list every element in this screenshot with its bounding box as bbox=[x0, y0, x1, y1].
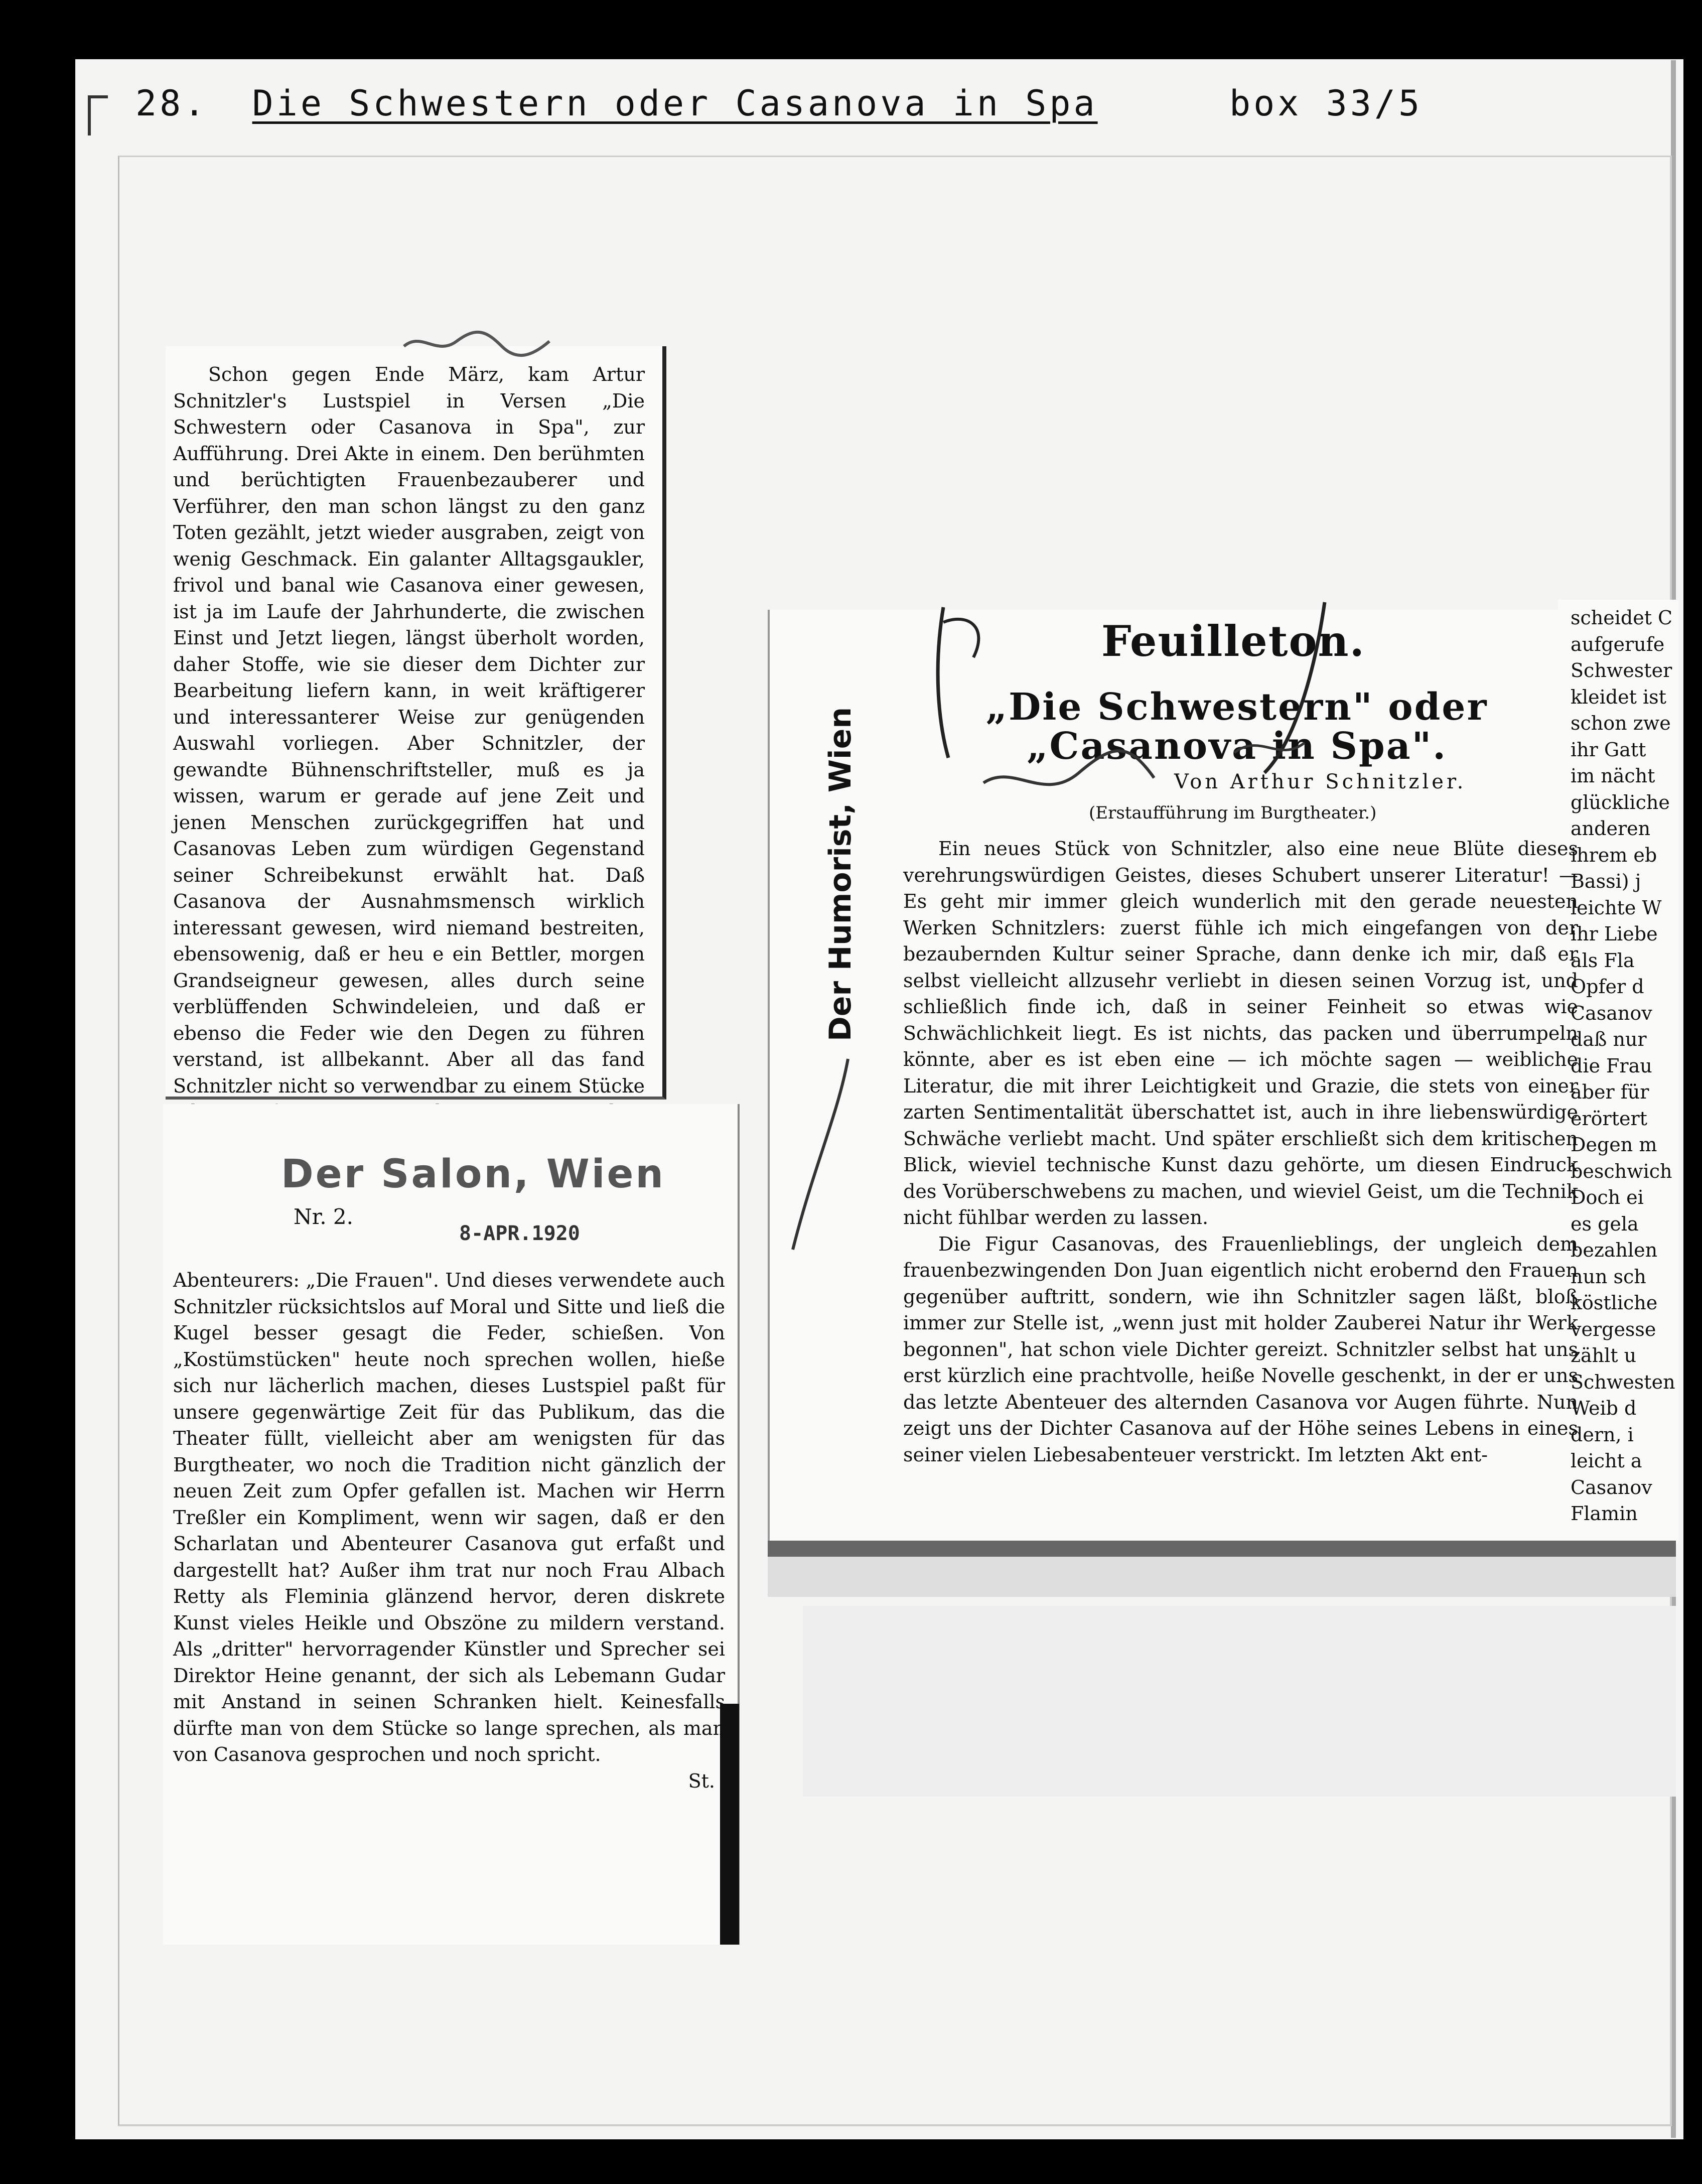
continuation-line: erörtert bbox=[1571, 1107, 1647, 1130]
continuation-line: glückliche bbox=[1571, 791, 1670, 813]
continuation-line: es gela bbox=[1571, 1212, 1639, 1235]
continuation-line: köstliche bbox=[1571, 1292, 1658, 1314]
clipping-three-text bbox=[903, 836, 1578, 1468]
continuation-line: ihr Gatt bbox=[1571, 738, 1646, 761]
masthead-stamp: Der Salon, Wien bbox=[281, 1152, 665, 1197]
continuation-line: leicht a bbox=[1571, 1450, 1642, 1472]
continuation-line: ihrem eb bbox=[1571, 844, 1657, 866]
article-byline: Von Arthur Schnitzler. bbox=[1174, 770, 1467, 793]
continuation-line: Casanov bbox=[1571, 1476, 1652, 1498]
handwritten-scribble bbox=[401, 326, 552, 367]
continuation-line: im nächt bbox=[1571, 765, 1655, 787]
folder-header bbox=[135, 83, 1423, 124]
continuation-line: vergesse bbox=[1571, 1318, 1656, 1340]
continuation-line: Doch ei bbox=[1571, 1186, 1644, 1208]
continuation-line: nun sch bbox=[1571, 1265, 1646, 1288]
continuation-line: Bassi) j bbox=[1571, 870, 1641, 892]
article-subline: (Erstaufführung im Burgtheater.) bbox=[1089, 803, 1377, 823]
issue-number: Nr. 2. bbox=[294, 1204, 353, 1229]
continuation-line: scheidet C bbox=[1571, 607, 1673, 629]
blank-area bbox=[803, 1606, 1676, 1797]
continuation-line: Opfer d bbox=[1571, 976, 1644, 998]
margin-stroke-icon bbox=[773, 1054, 863, 1255]
continuation-line: zählt u bbox=[1571, 1344, 1637, 1367]
scribble-icon bbox=[401, 326, 552, 361]
date-stamp: 8-APR.1920 bbox=[459, 1222, 580, 1245]
continuation-line: Flamin bbox=[1571, 1503, 1638, 1525]
clipping-three-paragraph-1: Ein neues Stück von Schnitzler, also eine neue Blüte dieses verehrungswürdigen Geistes, dieses Schubert unserer Literatur! — Es geht mir immer gleich wunderlich mit den gerade neuesten Werken Schnitzlers: zuerst fühle ich mich eingefangen von der bezaubernden Kultur seiner Sprache, dann denke ich mir, daß er selbst vielleicht allzusehr verliebt in diesen seinen Vorzug ist, und schließlich finde ich, daß in seiner Feinheit so etwas wie Schwächlichkeit liegt. Es ist nichts, das packen und überrumpeln könnte, aber es ist eben eine — ich möchte sagen — weibliche Literatur, die mit ihrer Leichtigkeit und Grazie, die stets von einer zarten Sentimentalität überschattet ist, auch in ihre liebenswürdige Schwäche verliebt macht. Und später erschließt sich dem kritischen Blick, wieviel technische Kunst dazu gehörte, um diesen Eindruck des Vorüberschwebens zu machen, und wieviel Geist, um die Technik nicht fühlbar werden zu lassen. bbox=[903, 838, 1578, 1228]
continuation-line: aufgerufe bbox=[1571, 633, 1665, 655]
article-headline: „Die Schwestern" oder „Casanova in Spa". bbox=[985, 686, 1488, 768]
continuation-line: beschwich bbox=[1571, 1160, 1672, 1182]
box-label: box 33/5 bbox=[1229, 83, 1423, 124]
continuation-line: schon zwe bbox=[1571, 712, 1671, 734]
continuation-line: dern, i bbox=[1571, 1423, 1634, 1446]
continuation-line: Degen m bbox=[1571, 1134, 1657, 1156]
clipping-one-text bbox=[173, 361, 645, 1152]
continuation-line: Casanov bbox=[1571, 1002, 1652, 1024]
continuation-line: ihr Liebe bbox=[1571, 923, 1658, 945]
section-heading: Feuilleton. bbox=[1101, 616, 1365, 666]
folder-title: Die Schwestern oder Casanova in Spa bbox=[252, 83, 1098, 124]
clipping-shadow-strip bbox=[768, 1541, 1676, 1557]
continuation-line: Schwester bbox=[1571, 659, 1672, 681]
clipping-one-paragraph: Schon gegen Ende März, kam Artur Schnitzler's Lustspiel in Versen „Die Schwestern oder Casanova in Spa", zur Aufführung. Drei Akte in einem. Den berühmten und berüchtigten Frauenbezauberer und Verführer, den man schon längst zu den ganz Toten gezählt, jetzt wieder ausgraben, zeigt von wenig Geschmack. Ein galanter Alltagsgaukler, frivol und banal wie Casanova einer gewesen, ist ja im Laufe der Jahrhunderte, die zwischen Einst und Jetzt liegen, längst überholt worden, daher Stoffe, wie sie dieser dem Dichter zur Bearbeitung liefern kann, in weit kräftigerer und interessanterer Weise zur genügenden Auswahl vorliegen. Aber Schnitzler, der gewandte Bühnenschriftsteller, muß es ja wissen, warum er gerade auf jene Zeit und jenen Menschen zurückgegriffen hat und Casanovas Leben zum würdigen Gegenstand seiner Schreibekunst erwählt hat. Daß Casanova der Ausnahmsmensch wirklich interessant gewesen, wird niemand bestreiten, ebensowenig, daß er heu e ein Bettler, morgen Grandseigneur gewesen, alles durch seine verblüffenden Schwindeleien, und daß er ebenso die Feder wie den Degen zu führen verstand, ist allbekannt. Aber all das fand Schnitzler nicht so verwendbar zu einem Stücke bbox=[173, 363, 645, 1097]
continuation-line: bezahlen bbox=[1571, 1239, 1658, 1261]
continuation-line: als Fla bbox=[1571, 949, 1635, 972]
corner-mark-horizontal bbox=[88, 95, 108, 98]
continuation-line: Weib d bbox=[1571, 1397, 1637, 1419]
continuation-line: die Frau bbox=[1571, 1054, 1652, 1077]
source-vertical-label: Der Humorist, Wien bbox=[823, 707, 858, 1041]
continuation-line: kleidet ist bbox=[1571, 686, 1666, 708]
clipping-two-paragraph: Abenteurers: „Die Frauen". Und dieses verwendete auch Schnitzler rücksichtslos auf Moral und Sitte und ließ die Kugel besser gesagt die Feder, schießen. Von „Kostümstücken" heute noch sprechen wollen, hieße sich nur lächerlich machen, dieses Lustspiel paßt für unsere gegenwärtige Zeit für das Publikum, das die Theater füllt, vielleicht aber am wenigsten für das Burgtheater, wo noch die Tradition nicht gänzlich der neuen Zeit zum Opfer gefallen ist. Machen wir Herrn Treßler ein Kompliment, wenn wir sagen, daß er den Scharlatan und Abenteurer Casanova gut erfaßt und dargestellt hat? Außer ihm trat nur noch Frau Albach Retty als Fleminia glänzend hervor, deren diskrete Kunst vieles Heikle und Obszöne zu mildern verstand. Als „dritter" hervorragender Künstler und Sprecher sei Direktor Heine genannt, der sich als Lebemann Gudar mit Anstand in seinen Schranken hielt. Keinesfalls dürfte man von dem Stücke so lange sprechen, als man von Casanova gesprochen und noch spricht. bbox=[173, 1269, 725, 1765]
corner-mark bbox=[88, 95, 91, 135]
folder-number: 28. bbox=[135, 83, 208, 124]
clipping-three-paragraph-2: Die Figur Casanovas, des Frauenlieblings, der ungleich dem frauenbezwingenden Don Juan eigentlich nicht erobernd den Frauen gegenüber auftritt, sondern, wie ihn Schnitzler sagen läßt, bloß immer zur Stelle ist, „wenn just mit holder Zauberei Natur ihr Werk begonnen", hat schon viele Dichter gereizt. Schnitzler selbst hat uns erst kürzlich eine prachtvolle, heiße Novelle geschenkt, in der er uns das letzte Abenteuer des alternden Casanova vor Augen führte. Nun zeigt uns der Dichter Casanova auf der Höhe seines Lebens in eines seiner vielen Liebesabenteuer verstrickt. Im letzten Akt ent- bbox=[903, 1233, 1578, 1466]
continuation-line: daß nur bbox=[1571, 1028, 1647, 1050]
clipping-fold bbox=[768, 1557, 1676, 1597]
continuation-line: anderen bbox=[1571, 817, 1651, 840]
continuation-line: Schwesten bbox=[1571, 1371, 1675, 1393]
handwritten-annotation-icon bbox=[913, 592, 1415, 828]
clipping-two-signature: St. bbox=[688, 1769, 715, 1792]
clipping-four-text bbox=[1571, 605, 1678, 1527]
clipping-two-text bbox=[173, 1267, 725, 1794]
continuation-line: leichte W bbox=[1571, 896, 1662, 919]
continuation-line: aber für bbox=[1571, 1081, 1649, 1103]
